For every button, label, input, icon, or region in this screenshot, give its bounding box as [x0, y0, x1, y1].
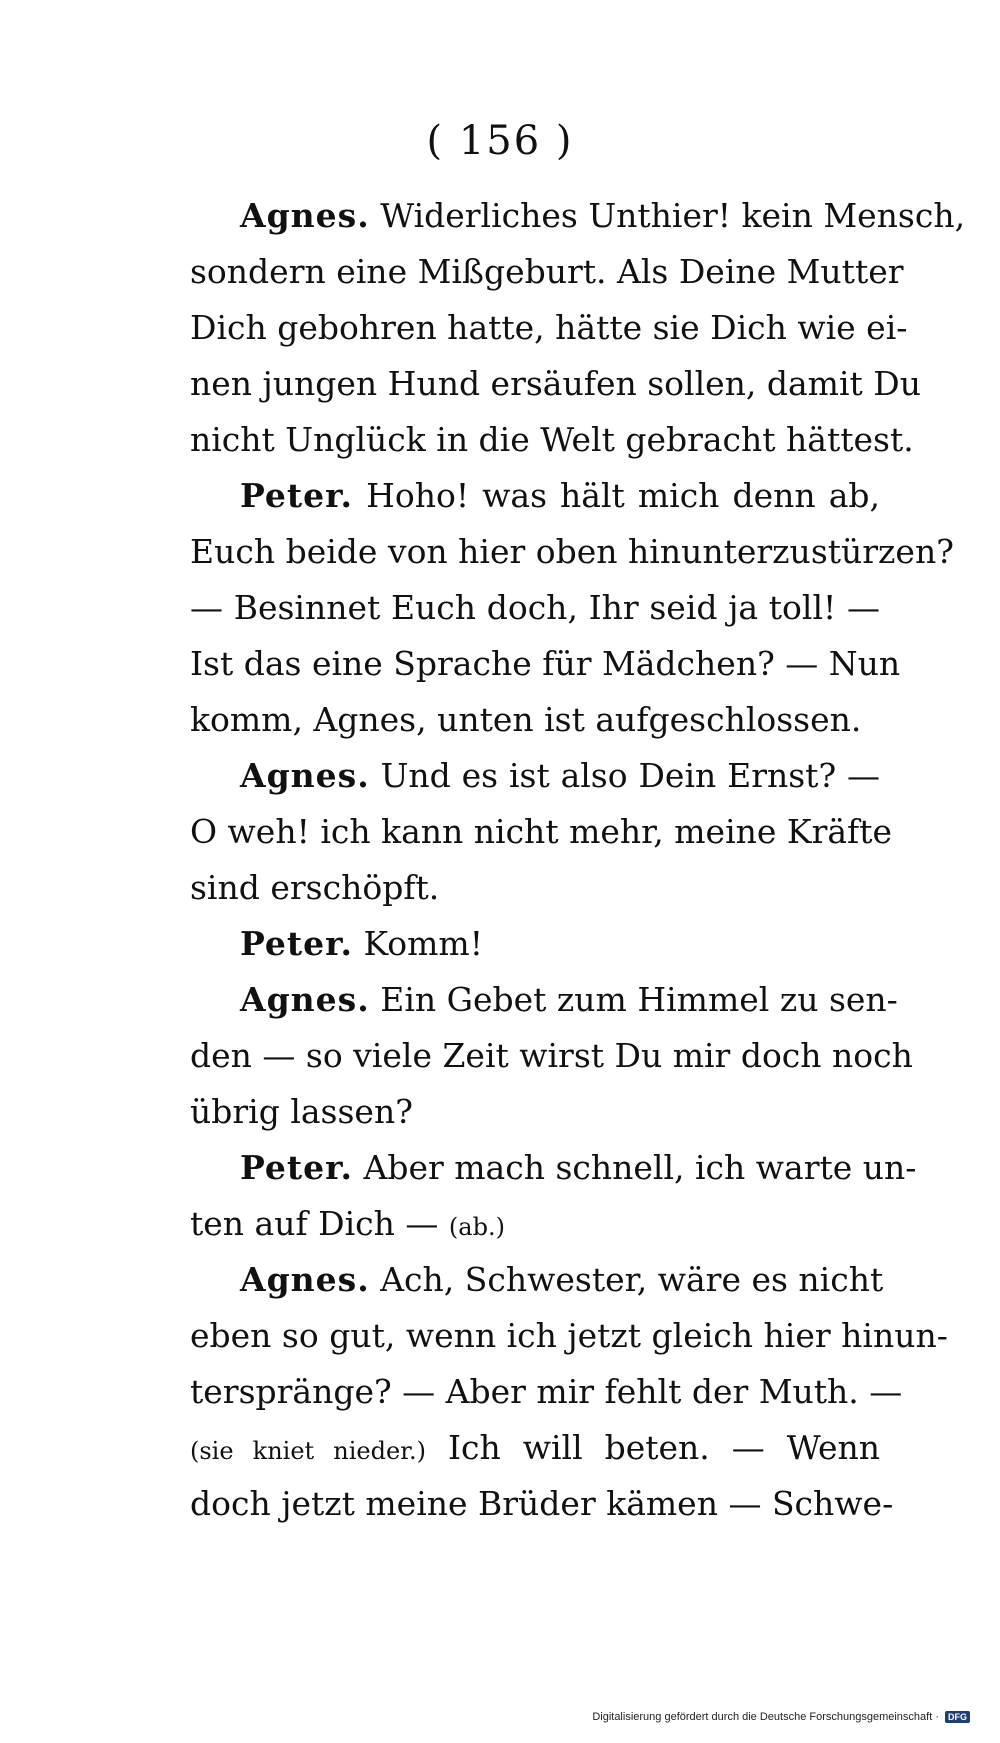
line-text: doch jetzt meine Brüder kämen — Schwe- — [190, 1484, 894, 1523]
text-block — [190, 188, 966, 1532]
line-text: Ist das eine Sprache für Mädchen? — Nun — [190, 644, 901, 683]
text-line — [190, 188, 966, 244]
speaker-name: Peter. — [240, 924, 354, 963]
line-text: übrig lassen? — [190, 1092, 413, 1131]
text-line — [190, 412, 914, 468]
line-text: komm, Agnes, unten ist aufgeschlossen. — [190, 700, 862, 739]
line-text: Widerliches Unthier! kein Mensch, — [369, 196, 966, 235]
dfg-logo-icon: DFG — [945, 1711, 970, 1723]
text-line — [190, 636, 901, 692]
line-text: nen jungen Hund ersäufen sollen, damit Du — [190, 364, 921, 403]
line-text: nicht Unglück in die Welt gebracht hättest. — [190, 420, 914, 459]
text-line — [190, 916, 880, 972]
stage-direction: (ab.) — [448, 1213, 505, 1241]
text-line — [190, 1308, 948, 1364]
text-line — [190, 804, 893, 860]
text-line — [190, 300, 908, 356]
text-line — [190, 524, 954, 580]
text-line — [190, 580, 880, 636]
line-text: Ich will beten. — Wenn — [426, 1428, 880, 1467]
text-line — [190, 1196, 880, 1252]
line-text: eben so gut, wenn ich jetzt gleich hier hinun- — [190, 1316, 948, 1355]
text-line — [190, 1028, 913, 1084]
speaker-name: Agnes. — [240, 756, 370, 795]
line-text: ten auf Dich — — [190, 1204, 449, 1243]
speaker-name: Peter. — [240, 1148, 354, 1187]
text-line — [190, 748, 880, 804]
line-text: Ach, Schwester, wäre es nicht — [369, 1260, 884, 1299]
page-number: ( 156 ) — [426, 118, 574, 164]
speaker-name: Agnes. — [240, 196, 370, 235]
line-text: sind erschöpft. — [190, 868, 440, 907]
footer-credit: Digitalisierung gefördert durch die Deutsche Forschungsgemeinschaft · — [592, 1711, 939, 1723]
line-text: Dich gebohren hatte, hätte sie Dich wie ei- — [190, 308, 908, 347]
speaker-name: Agnes. — [240, 980, 370, 1019]
line-text: Aber mach schnell, ich warte un- — [353, 1148, 917, 1187]
line-text: Ein Gebet zum Himmel zu sen- — [369, 980, 898, 1019]
footer — [592, 1711, 970, 1723]
line-text: den — so viele Zeit wirst Du mir doch noch — [190, 1036, 913, 1075]
text-line — [190, 1476, 894, 1532]
text-line — [190, 1420, 880, 1476]
text-line — [190, 1252, 884, 1308]
text-line — [190, 1364, 903, 1420]
line-text: Euch beide von hier oben hinunterzustürzen? — [190, 532, 954, 571]
line-text: — Besinnet Euch doch, Ihr seid ja toll! — — [190, 588, 880, 627]
line-text: Und es ist also Dein Ernst? — — [369, 756, 880, 795]
text-line — [190, 860, 880, 916]
text-line — [190, 1140, 917, 1196]
speaker-name: Peter. — [240, 476, 354, 515]
text-line — [190, 356, 921, 412]
text-line — [190, 1084, 880, 1140]
text-line — [190, 692, 880, 748]
line-text: O weh! ich kann nicht mehr, meine Kräfte — [190, 812, 893, 851]
line-text: sondern eine Mißgeburt. Als Deine Mutter — [190, 252, 904, 291]
line-text: Komm! — [353, 924, 483, 963]
text-line — [190, 468, 880, 524]
line-text: terspränge? — Aber mir fehlt der Muth. — — [190, 1372, 903, 1411]
text-line — [190, 972, 898, 1028]
stage-direction: (sie kniet nieder.) — [190, 1437, 427, 1465]
speaker-name: Agnes. — [240, 1260, 370, 1299]
text-line — [190, 244, 904, 300]
line-text: Hoho! was hält mich denn ab, — [353, 476, 880, 515]
